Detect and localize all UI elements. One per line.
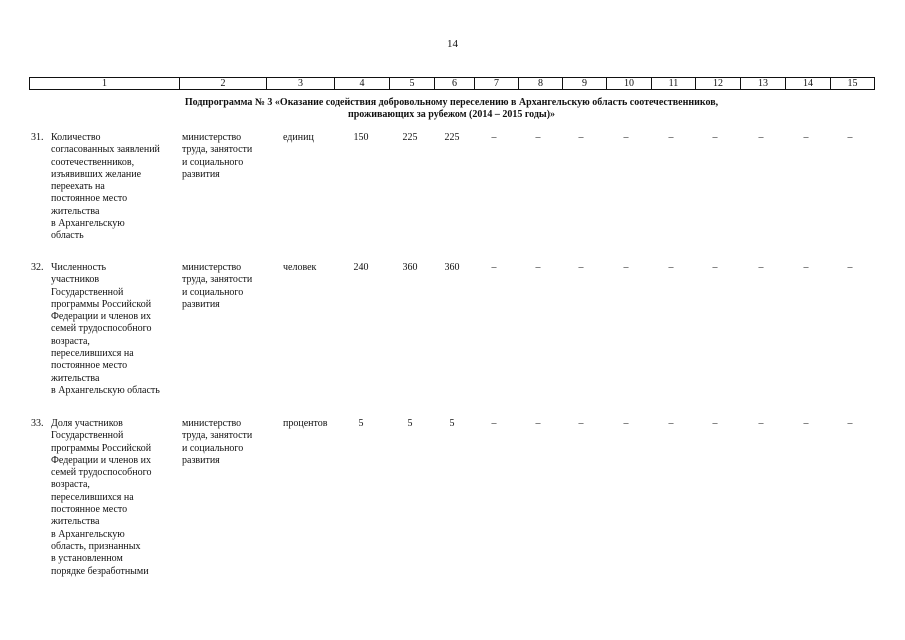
indicator-name-line: в Архангельскую — [51, 218, 125, 230]
column-header: 10 — [607, 78, 652, 90]
column-header: 1 — [30, 78, 180, 90]
indicator-name-line: Количество — [51, 132, 101, 143]
row-number: 32. — [31, 262, 44, 273]
indicator-value: 5 — [358, 418, 364, 429]
indicator-name-line: программы Российской — [51, 442, 152, 454]
indicator-name-line: Федерации и членов их — [51, 311, 151, 323]
indicator-value: – — [758, 262, 764, 273]
indicator-name-line: в Архангельскую — [51, 528, 125, 540]
indicator-name-line: жительства — [51, 372, 100, 384]
subprogram-title — [29, 97, 874, 121]
column-header: 15 — [831, 78, 875, 90]
indicator-value: 240 — [353, 262, 369, 273]
indicator-value: – — [712, 262, 718, 273]
indicator-value: 225 — [444, 132, 460, 143]
indicator-name-line: переехать на — [51, 181, 105, 193]
indicator-value: – — [668, 418, 674, 429]
indicator-value: – — [623, 132, 629, 143]
indicator-name-line: согласованных заявлений — [51, 144, 160, 156]
indicator-value: – — [491, 262, 497, 273]
indicator-name-line: в Архангельскую область — [51, 384, 160, 396]
responsible-agency-line: и социального — [182, 286, 244, 298]
unit-of-measure: процентов — [283, 418, 328, 429]
indicator-name — [51, 132, 160, 243]
indicator-name-line: постоянное место — [51, 360, 128, 372]
indicator-value: – — [535, 132, 541, 143]
indicator-value: – — [803, 418, 809, 429]
indicator-value: – — [803, 132, 809, 143]
indicator-value: – — [668, 262, 674, 273]
column-header-row — [30, 78, 875, 90]
column-header: 5 — [390, 78, 435, 90]
indicator-value: 5 — [407, 418, 413, 429]
column-header: 9 — [563, 78, 607, 90]
indicator-value: 360 — [402, 262, 418, 273]
indicator-value: – — [847, 262, 853, 273]
responsible-agency-line: развития — [182, 298, 220, 310]
indicator-name-line: постоянное место — [51, 504, 128, 516]
indicator-value: – — [847, 132, 853, 143]
responsible-agency-line: развития — [182, 168, 220, 180]
indicator-value: – — [623, 418, 629, 429]
column-header: 6 — [435, 78, 475, 90]
indicator-value: – — [578, 262, 584, 273]
responsible-agency-line: и социального — [182, 442, 244, 454]
responsible-agency — [182, 262, 252, 311]
indicator-name-line: постоянное место — [51, 193, 128, 205]
indicator-name — [51, 418, 151, 578]
responsible-agency-line: и социального — [182, 156, 244, 168]
indicator-value: – — [578, 132, 584, 143]
subprogram-title-line: проживающих за рубежом (2014 – 2015 годы)» — [347, 109, 556, 120]
responsible-agency-line: развития — [182, 454, 220, 466]
column-header: 8 — [519, 78, 563, 90]
indicator-name-line: жительства — [51, 205, 100, 217]
indicator-name-line: порядке безработными — [51, 565, 149, 577]
indicator-name-line: Федерации и членов их — [51, 454, 151, 466]
indicator-value: – — [712, 132, 718, 143]
column-header: 3 — [267, 78, 335, 90]
indicator-name-line: в установленном — [51, 553, 123, 565]
indicator-name-line: Численность — [51, 262, 107, 273]
indicator-name-line: область — [51, 230, 84, 242]
column-header: 7 — [475, 78, 519, 90]
indicator-name — [51, 262, 160, 397]
indicator-value: – — [758, 132, 764, 143]
indicator-value: – — [578, 418, 584, 429]
page-number: 14 — [447, 38, 458, 50]
indicator-name-line: Доля участников — [51, 418, 123, 429]
responsible-agency-line: труда, занятости — [182, 430, 253, 442]
indicator-value: – — [712, 418, 718, 429]
row-number: 31. — [31, 132, 44, 143]
column-header: 13 — [741, 78, 786, 90]
indicator-value: – — [535, 418, 541, 429]
responsible-agency-line: министерство — [182, 262, 242, 273]
indicator-value: – — [535, 262, 541, 273]
unit-of-measure: единиц — [283, 132, 314, 143]
responsible-agency — [182, 132, 252, 181]
indicator-value: – — [803, 262, 809, 273]
indicator-name-line: изъявивших желание — [51, 168, 142, 180]
column-header-table — [29, 77, 875, 90]
indicator-name-line: программы Российской — [51, 298, 152, 310]
responsible-agency-line: министерство — [182, 132, 242, 143]
indicator-name-line: область, признанных — [51, 540, 141, 552]
indicator-value: 360 — [444, 262, 460, 273]
indicator-value: 5 — [449, 418, 455, 429]
indicator-name-line: участников — [51, 274, 100, 286]
responsible-agency-line: труда, занятости — [182, 274, 253, 286]
column-header: 2 — [180, 78, 267, 90]
responsible-agency-line: труда, занятости — [182, 144, 253, 156]
indicator-value: – — [491, 418, 497, 429]
indicator-name-line: Государственной — [51, 286, 124, 298]
column-header: 12 — [696, 78, 741, 90]
indicator-name-line: возраста, — [51, 479, 90, 491]
indicator-value: – — [668, 132, 674, 143]
indicator-name-line: соотечественников, — [51, 156, 135, 168]
indicator-value: – — [758, 418, 764, 429]
column-header: 4 — [335, 78, 390, 90]
responsible-agency — [182, 418, 252, 467]
subprogram-title-line: Подпрограмма № 3 «Оказание содействия добровольному переселению в Архангельскую область соотечественников, — [184, 97, 719, 108]
row-number: 33. — [31, 418, 44, 429]
indicator-name-line: Государственной — [51, 430, 124, 442]
column-header: 14 — [786, 78, 831, 90]
indicator-name-line: переселившихся на — [51, 491, 134, 503]
indicator-value: – — [623, 262, 629, 273]
indicator-value: 150 — [353, 132, 369, 143]
unit-of-measure: человек — [283, 262, 317, 273]
indicator-value: – — [491, 132, 497, 143]
responsible-agency-line: министерство — [182, 418, 242, 429]
indicator-name-line: переселившихся на — [51, 348, 134, 360]
indicator-name-line: жительства — [51, 516, 100, 528]
indicator-value: 225 — [402, 132, 418, 143]
indicator-name-line: семей трудоспособного — [51, 467, 152, 479]
indicator-name-line: возраста, — [51, 335, 90, 347]
indicator-name-line: семей трудоспособного — [51, 323, 152, 335]
column-header: 11 — [652, 78, 696, 90]
indicator-value: – — [847, 418, 853, 429]
